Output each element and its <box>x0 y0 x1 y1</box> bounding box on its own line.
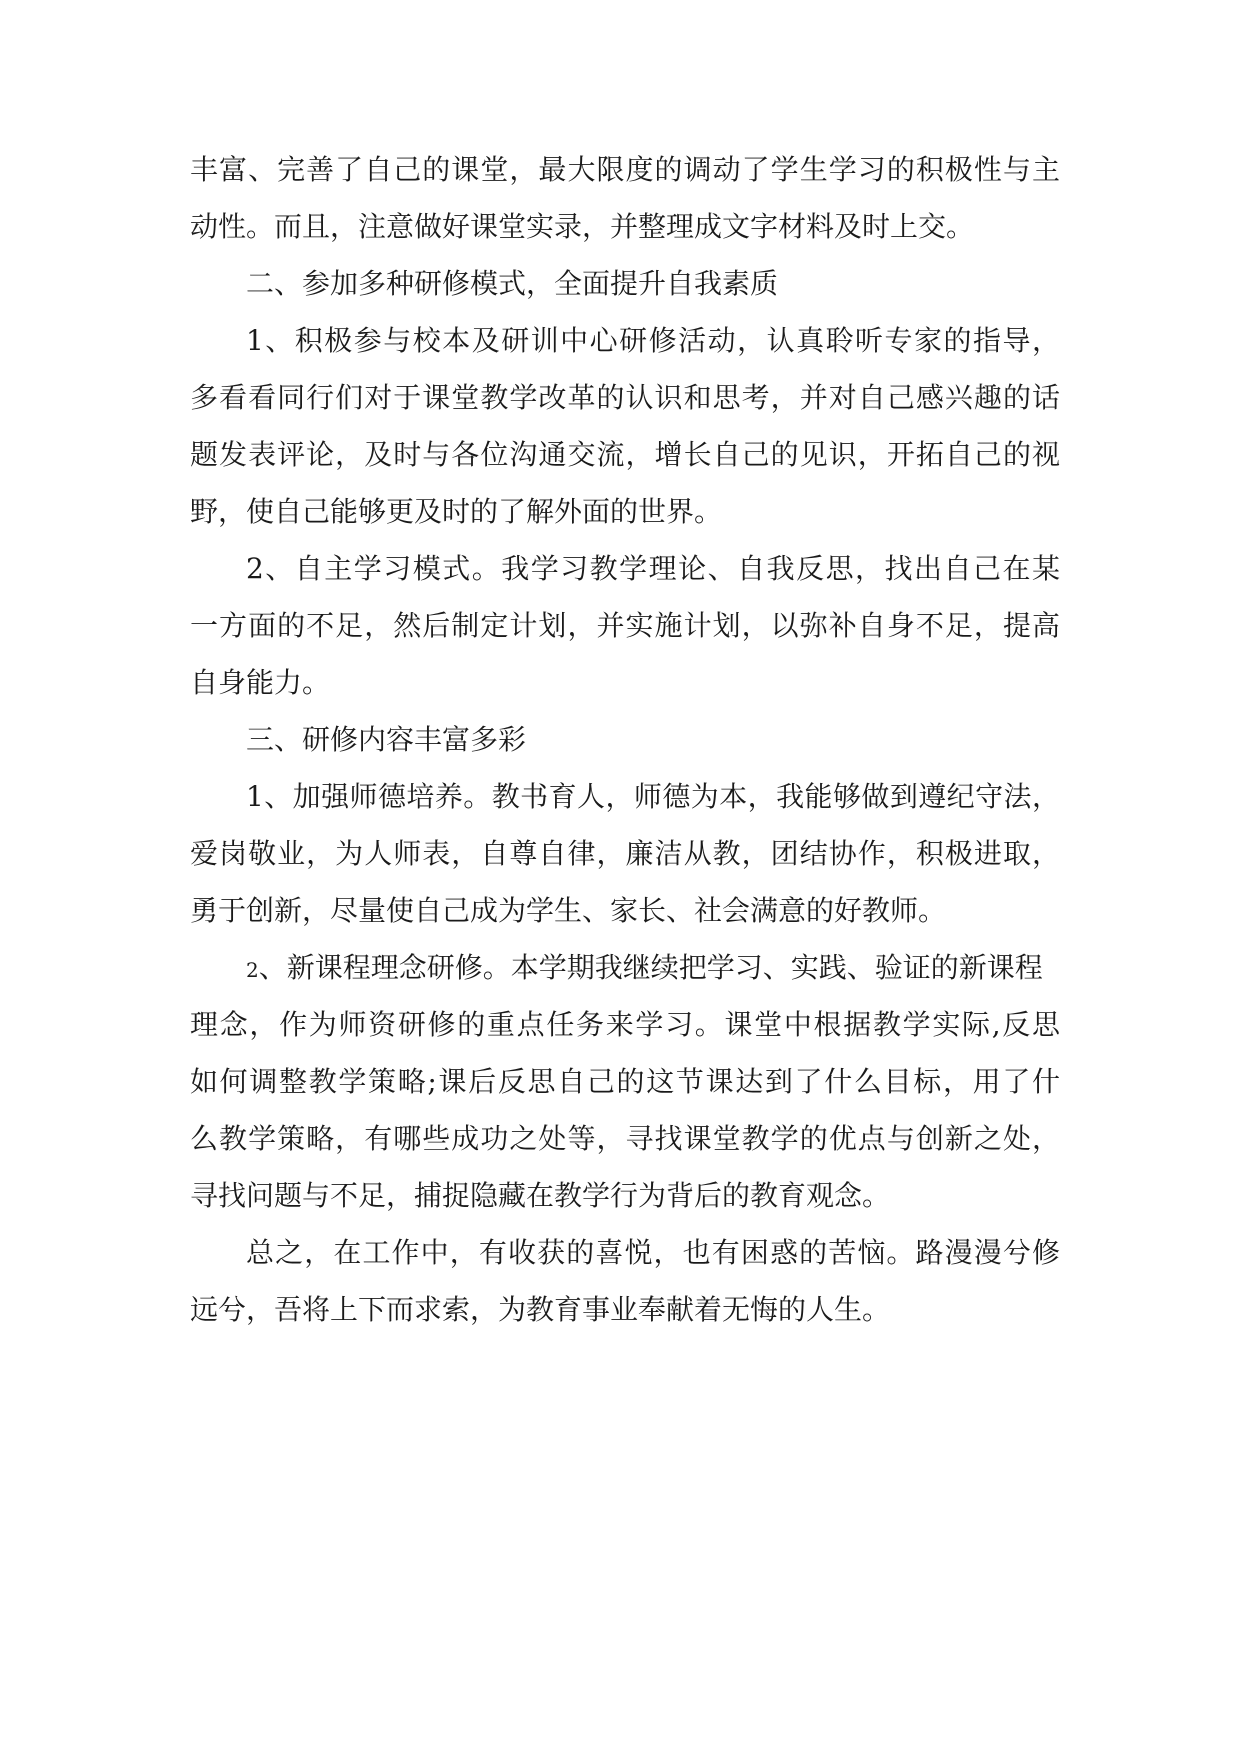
paragraph-line: 丰富、完善了自己的课堂，最大限度的调动了学生学习的积极性与主 <box>190 153 1060 186</box>
paragraph-line: 如何调整教学策略;课后反思自己的这节课达到了什么目标，用了什 <box>190 1065 1060 1098</box>
paragraph-line: 多看看同行们对于课堂教学改革的认识和思考，并对自己感兴趣的话 <box>190 381 1060 414</box>
paragraph-line: 野，使自己能够更及时的了解外面的世界。 <box>190 495 723 528</box>
paragraph-line: 爱岗敬业，为人师表，自尊自律，廉洁从教，团结协作，积极进取， <box>190 837 1060 870</box>
paragraph-line: 理念，作为师资研修的重点任务来学习。课堂中根据教学实际,反思 <box>190 1008 1060 1041</box>
item-number: 2 <box>246 958 259 982</box>
paragraph-line: 一方面的不足，然后制定计划，并实施计划，以弥补自身不足，提高 <box>190 609 1060 642</box>
paragraph-line: 寻找问题与不足，捕捉隐藏在教学行为背后的教育观念。 <box>190 1179 891 1212</box>
paragraph-line: 2、自主学习模式。我学习教学理论、自我反思，找出自己在某 <box>246 552 1060 585</box>
paragraph-line: 题发表评论，及时与各位沟通交流，增长自己的见识，开拓自己的视 <box>190 438 1060 471</box>
paragraph-line: 勇于创新，尽量使自己成为学生、家长、社会满意的好教师。 <box>190 894 947 927</box>
section-heading-2: 二、参加多种研修模式，全面提升自我素质 <box>246 267 779 300</box>
paragraph-line: 动性。而且，注意做好课堂实录，并整理成文字材料及时上交。 <box>190 210 975 243</box>
paragraph-line-text: 、新课程理念研修。本学期我继续把学习、实践、验证的新课程 <box>258 951 1043 984</box>
paragraph-line: 远兮，吾将上下而求索，为教育事业奉献着无悔的人生。 <box>190 1293 891 1326</box>
paragraph-line: 1、积极参与校本及研训中心研修活动，认真聆听专家的指导， <box>246 324 1060 357</box>
paragraph-line: 1、加强师德培养。教书育人，师德为本，我能够做到遵纪守法， <box>246 780 1060 813</box>
paragraph-line: 么教学策略，有哪些成功之处等，寻找课堂教学的优点与创新之处， <box>190 1122 1060 1155</box>
paragraph-line: 自身能力。 <box>190 666 331 699</box>
paragraph-line <box>246 948 1060 990</box>
paragraph-line: 总之，在工作中，有收获的喜悦，也有困惑的苦恼。路漫漫兮修 <box>246 1236 1060 1269</box>
section-heading-3: 三、研修内容丰富多彩 <box>246 723 527 756</box>
